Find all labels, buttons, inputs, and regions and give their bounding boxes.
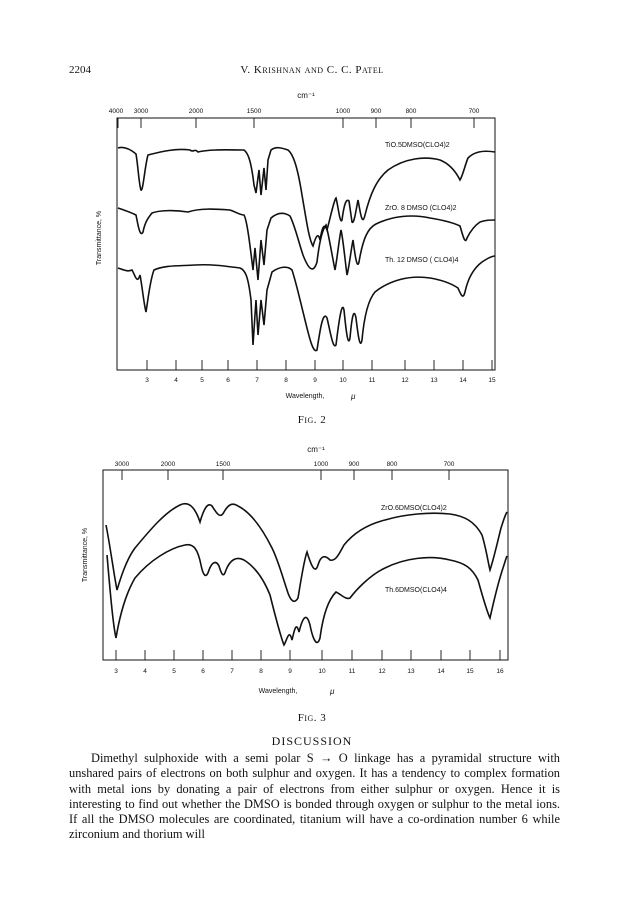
fig3-top-tick-label: 1000 <box>313 461 329 468</box>
fig2-bottom-tick-label: 9 <box>313 377 317 384</box>
fig2-bottom-tick-label: 3 <box>145 377 149 384</box>
fig3-xunit: μ <box>330 687 335 696</box>
figure-3-plot <box>82 445 508 696</box>
fig3-bottom-tick-label: 3 <box>114 668 118 675</box>
page-number: 2204 <box>69 64 91 76</box>
fig2-bottom-tick-label: 10 <box>339 377 347 384</box>
fig3-bottom-tick-label: 7 <box>230 668 234 675</box>
fig3-bottom-tick-label: 12 <box>378 668 386 675</box>
fig2-top-tick-label: 1000 <box>335 108 351 115</box>
fig3-ylabel: Transmittance, % <box>82 527 89 583</box>
fig3-bottom-tick-marks <box>116 650 500 660</box>
fig2-bottom-tick-label: 6 <box>226 377 230 384</box>
fig2-bottom-tick-label: 14 <box>459 377 467 384</box>
fig2-label-th: Th. 12 DMSO ( CLO4)4 <box>385 257 459 264</box>
fig2-bottom-tick-label: 11 <box>368 377 376 384</box>
fig3-bottom-tick-label: 15 <box>466 668 474 675</box>
fig3-top-tick-label: 3000 <box>114 461 130 468</box>
fig3-bottom-tick-label: 11 <box>348 668 356 675</box>
fig2-xunit: μ <box>351 392 356 401</box>
fig2-bottom-tick-label: 15 <box>488 377 496 384</box>
fig3-caption-text: Fig. 3 <box>297 712 327 724</box>
fig2-caption-text: Fig. 2 <box>297 414 327 426</box>
fig3-bottom-tick-label: 8 <box>259 668 263 675</box>
fig3-top-tick-label: 700 <box>443 461 455 468</box>
fig2-bottom-tick-label: 5 <box>200 377 204 384</box>
fig2-xlabel: Wavelength, <box>285 393 325 400</box>
fig3-bottom-tick-label: 10 <box>318 668 326 675</box>
fig2-label-ti: TiO.5DMSO(CLO4)2 <box>385 142 450 149</box>
fig2-top-tick-label: 4000 <box>108 108 124 115</box>
fig3-frame <box>103 470 508 660</box>
fig3-top-tick-label: 900 <box>348 461 360 468</box>
fig3-top-tick-label: 1500 <box>215 461 231 468</box>
fig2-top-unit: cm⁻¹ <box>297 91 315 100</box>
fig2-bottom-tick-label: 13 <box>430 377 438 384</box>
fig2-ylabel: Transmittance, % <box>96 210 103 266</box>
fig3-label-zr: ZrO.6DMSO(CLO4)2 <box>381 505 447 512</box>
section-heading: DISCUSSION <box>271 734 353 748</box>
fig2-top-tick-label: 900 <box>370 108 382 115</box>
fig2-bottom-tick-label: 7 <box>255 377 259 384</box>
fig3-bottom-tick-label: 16 <box>496 668 504 675</box>
fig3-top-tick-label: 800 <box>386 461 398 468</box>
running-title-text: V. Krishnan and C. C. Patel <box>240 64 384 76</box>
fig3-top-tick-marks <box>122 470 449 480</box>
fig3-curve-th <box>107 545 507 645</box>
fig3-bottom-ticks <box>114 650 504 675</box>
discussion-paragraph <box>69 751 560 843</box>
fig3-bottom-tick-label: 4 <box>143 668 147 675</box>
fig2-top-tick-label: 1500 <box>246 108 262 115</box>
fig3-bottom-tick-label: 5 <box>172 668 176 675</box>
fig2-bottom-tick-label: 12 <box>401 377 409 384</box>
fig2-bottom-tick-label: 4 <box>174 377 178 384</box>
fig3-bottom-tick-label: 9 <box>288 668 292 675</box>
fig3-label-th: Th.6DMSO(CLO4)4 <box>385 587 447 594</box>
fig2-top-tick-label: 3000 <box>133 108 149 115</box>
fig3-bottom-tick-label: 14 <box>437 668 445 675</box>
fig3-top-unit: cm⁻¹ <box>307 445 325 454</box>
fig2-top-tick-label: 800 <box>405 108 417 115</box>
paragraph-text: Dimethyl sulphoxide with a semi polar S → O linkage has a pyramidal structure with unshared pairs of electrons on both sulphur and oxygen. It has a tendency to complex formation with metal ions by donating a pair of electrons from either sulphur or oxygen. Hence it is interesting to find out whether the DMSO is bonded through oxygen or sulphur to the metal ions. If all the DMSO molecules are coordinated, titanium will have a co-ordination number 6 while zirconium and thorium will <box>69 751 560 842</box>
fig3-bottom-tick-label: 6 <box>201 668 205 675</box>
fig3-caption <box>0 712 624 724</box>
fig2-label-zr: ZrO. 8 DMSO (CLO4)2 <box>385 205 457 212</box>
fig2-bottom-tick-label: 8 <box>284 377 288 384</box>
fig3-xlabel: Wavelength, <box>258 688 298 695</box>
fig3-bottom-tick-label: 13 <box>407 668 415 675</box>
fig3-top-tick-label: 2000 <box>160 461 176 468</box>
fig2-top-tick-label: 700 <box>468 108 480 115</box>
fig2-top-tick-label: 2000 <box>188 108 204 115</box>
